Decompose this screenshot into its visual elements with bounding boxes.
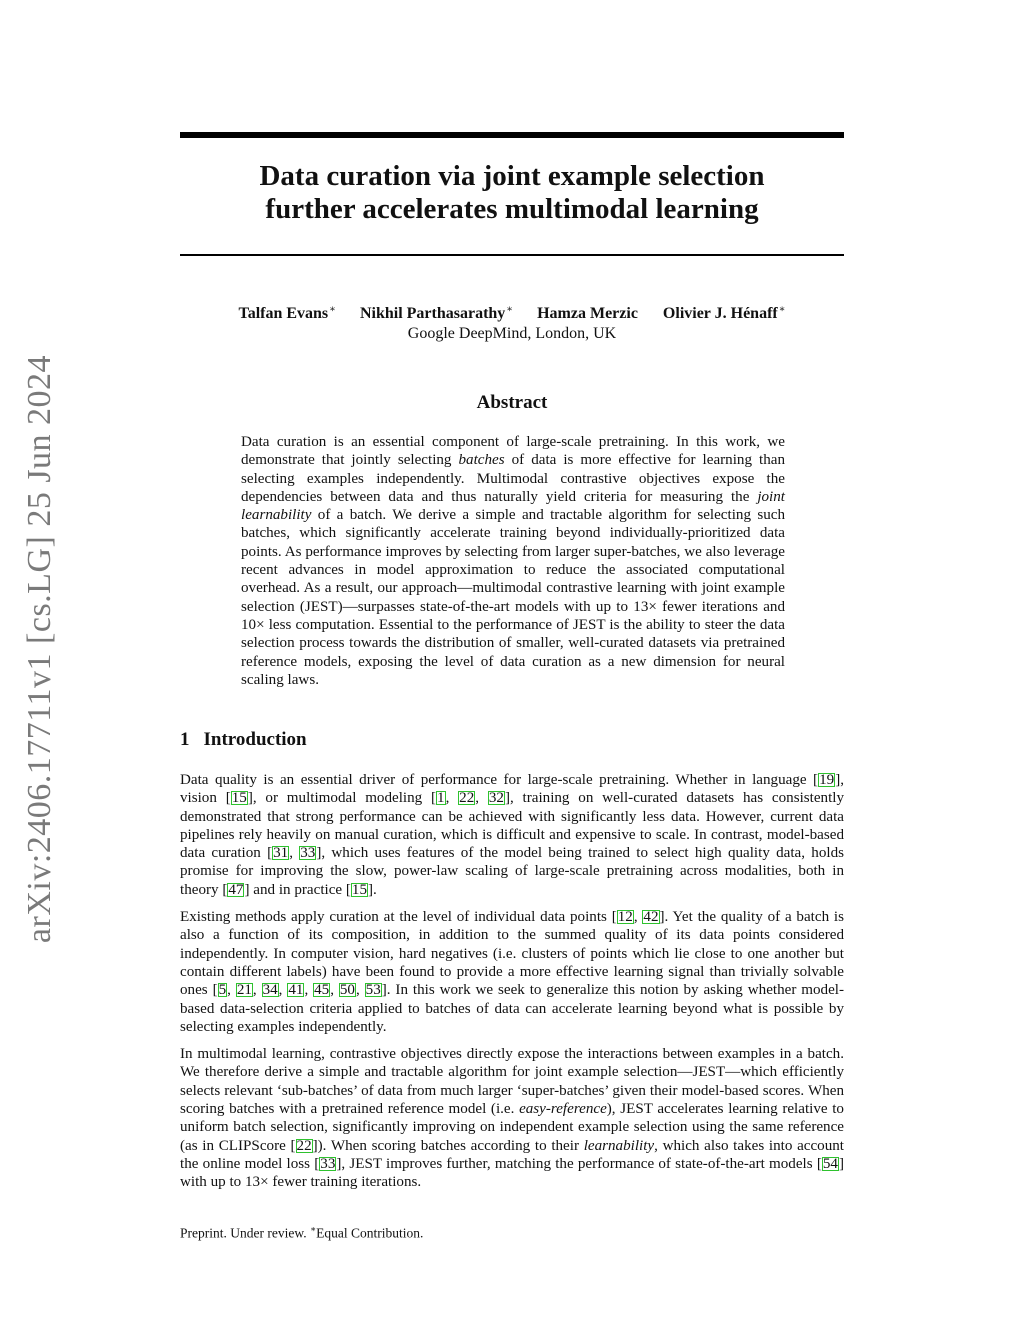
citation-link[interactable]: 15 bbox=[351, 881, 367, 898]
arxiv-identifier-text: arXiv:2406.17711v1 [cs.LG] 25 Jun 2024 bbox=[21, 354, 58, 944]
paragraph-text: ), JEST accelerates learning relative to uniform batch selection, significantly improving on independent example selection using the same reference (as in CLIPScore [ bbox=[180, 1101, 844, 1154]
paragraph-emphasis: learnability bbox=[583, 1137, 655, 1154]
author-name: Hamza Merzic bbox=[537, 305, 638, 323]
paragraph-text: ]. Yet the quality of a batch is also a function of its composition, in addition to the summed quality of its data points considered independently. In computer vision, hard negatives (i.e. clusters of points which lie close to one another but contain different labels) have been found to provide a more effective learning signal than trivially solvable ones [ bbox=[180, 909, 844, 999]
author-4 bbox=[663, 305, 786, 322]
author-list bbox=[180, 300, 844, 324]
citation-link[interactable]: 19 bbox=[819, 772, 835, 788]
paragraph-text: ] and in practice [ bbox=[244, 881, 351, 898]
footnote-mark: ∗ bbox=[309, 1224, 317, 1234]
abstract-text: of a batch. We derive a simple and tractable algorithm for selecting such batches, which significantly accelerate training beyond individually-prioritized data points. As performance improves by selecting from larger super-batches, we also leverage recent advances in model approximation to reduce the associated computational overhead. As a result, our approach—multimodal contrastive learning with joint example selection (JEST)—surpasses state-of-the-art models with up to 13× fewer iterations and 10× less computation. Essential to the performance of JEST is the ability to steer the data selection process towards the distribution of smaller, well-curated datasets via pretrained reference models, exposing the level of data curation as a new dimension for neural scaling laws. bbox=[241, 507, 785, 688]
section-title: Introduction bbox=[203, 729, 307, 750]
paragraph-text: Existing methods apply curation at the level of individual data points [ bbox=[180, 909, 617, 926]
introduction-body bbox=[180, 771, 844, 1201]
citation-link[interactable]: 33 bbox=[300, 845, 316, 862]
citation-link[interactable]: 1 bbox=[437, 790, 445, 807]
paragraph-text: ], training on well-curated datasets has consistently demonstrated that strong performance can be achieved with significantly less data. However, current data pipelines rely heavily on manual curation, which is difficult and expensive to scale. In contrast, model-based data curation [ bbox=[180, 790, 845, 862]
abstract-heading: Abstract bbox=[476, 392, 548, 413]
title-top-rule bbox=[180, 132, 844, 138]
paragraph-text: ], JEST improves further, matching the performance of state-of-the-art models [ bbox=[336, 1155, 822, 1172]
paragraph-text: ], or multimodal modeling [ bbox=[247, 790, 437, 807]
citation-link[interactable]: 33 bbox=[320, 1155, 336, 1172]
abstract-body bbox=[241, 433, 785, 689]
citation-link[interactable]: 53 bbox=[365, 982, 381, 999]
paragraph-text: ] with up to 13× fewer training iterations. bbox=[180, 1155, 844, 1191]
intro-paragraph-2: Existing methods apply curation at the level of individual data points [12, 42]. Yet the quality of a batch is also a function of its composition, in addition to the summed quality of its data points considered independently. In computer vision, hard negatives (i.e. clusters of points which lie close to one another but contain different labels) have been found to provide a more effective learning signal than trivially solvable ones [5, 21, 34, 41, 45, 50, 53]. In this work we seek to generalize this notion by asking whether model-based data-selection criteria applied to batches of data can accelerate learning beyond what is possible by selecting examples independently. bbox=[180, 909, 845, 1035]
citation-link[interactable]: 5 bbox=[218, 982, 227, 999]
title-line-1: Data curation via joint example selection bbox=[259, 160, 765, 192]
citation-link[interactable]: 22 bbox=[459, 790, 475, 807]
citation-link[interactable]: 45 bbox=[314, 982, 330, 999]
abstract-emphasis: batches bbox=[458, 452, 505, 469]
footnote-text: Preprint. Under review. bbox=[180, 1225, 310, 1241]
paragraph-text: In multimodal learning, contrastive objectives directly expose the interactions between examples in a batch. We therefore derive a simple and tractable algorithm for joint example selection—JEST—which efficiently selects relevant ‘sub-batches’ of data from much larger ‘super-batches’ given their model-based scores. When scoring batches with a pretrained reference model (i.e. bbox=[180, 1046, 844, 1118]
section-heading-introduction bbox=[180, 729, 307, 751]
affiliation: Google DeepMind, London, UK bbox=[407, 325, 617, 342]
paragraph-text: , which also takes into account the online model loss [ bbox=[180, 1137, 844, 1172]
paragraph-text: ]. In this work we seek to generalize this notion by asking whether model-based data-selection criteria applied to batches of data can accelerate learning beyond what is possible by selecting examples independently. bbox=[180, 982, 845, 1035]
section-number: 1 bbox=[180, 729, 190, 750]
abstract-text: of data is more effective for learning than selecting examples independently. Multimodal contrastive objectives expose the dependencies between data and thus naturally yield criteria for measuring the bbox=[241, 452, 786, 505]
author-2 bbox=[360, 305, 513, 322]
arxiv-identifier-stamp bbox=[20, 354, 60, 944]
paper-title bbox=[180, 160, 844, 226]
citation-link[interactable]: 42 bbox=[643, 909, 659, 926]
paragraph-text: ], vision [ bbox=[180, 772, 844, 807]
citation-link[interactable]: 32 bbox=[488, 790, 504, 807]
equal-contribution-mark: ∗ bbox=[506, 304, 514, 315]
citation-link[interactable]: 50 bbox=[339, 982, 355, 999]
citation-link[interactable]: 31 bbox=[273, 845, 289, 862]
abstract-text: Data curation is an essential component of large-scale pretraining. In this work, we demonstrate that jointly selecting bbox=[241, 434, 785, 469]
citation-link[interactable]: 54 bbox=[822, 1155, 838, 1172]
equal-contribution-mark: ∗ bbox=[329, 304, 336, 315]
intro-paragraph-1: Data quality is an essential driver of performance for large-scale pretraining. Whether in language [19], vision [15], or multimodal modeling [1, 22, 32], training on well-curated datasets has consistently demonstrated that strong performance can be achieved with significantly less data. However, current data pipelines rely heavily on manual curation, which is difficult and expensive to scale. In contrast, model-based data curation [31, 33], which uses features of the model being trained to select high quality data, holds promise for improving the slow, power-law scaling of large-scale pretraining across modalities, both in theory [47] and in practice [15]. bbox=[180, 772, 845, 898]
title-line-2: further accelerates multimodal learning bbox=[265, 193, 759, 225]
paragraph-text: ]). When scoring batches according to their bbox=[312, 1137, 584, 1154]
citation-link[interactable]: 41 bbox=[288, 982, 304, 999]
abstract-emphasis: joint learnability bbox=[241, 488, 785, 524]
author-name: Nikhil Parthasarathy bbox=[359, 305, 506, 323]
footnote-text: Equal Contribution. bbox=[316, 1225, 424, 1241]
intro-paragraph-3 bbox=[180, 1045, 844, 1191]
citation-link[interactable]: 12 bbox=[617, 909, 633, 926]
citation-link[interactable]: 34 bbox=[262, 982, 278, 999]
paragraph-text: ], which uses features of the model being trained to select high quality data, holds promise for improving the slow, power-law scaling of large-scale pretraining across modalities, both in theory [ bbox=[180, 845, 844, 898]
citation-link[interactable]: 22 bbox=[296, 1137, 312, 1154]
citation-link[interactable]: 47 bbox=[228, 881, 244, 898]
author-3 bbox=[537, 305, 639, 322]
equal-contribution-mark: ∗ bbox=[778, 304, 786, 315]
paragraph-text: ]. bbox=[368, 881, 377, 898]
footnote bbox=[180, 1224, 423, 1242]
author-name: Olivier J. Hénaff bbox=[662, 305, 778, 323]
author-name: Talfan Evans bbox=[238, 305, 329, 323]
citation-link[interactable]: 21 bbox=[236, 982, 252, 999]
citation-link[interactable]: 15 bbox=[231, 790, 247, 807]
paragraph-emphasis: easy-reference bbox=[519, 1101, 607, 1118]
title-bottom-rule bbox=[180, 254, 844, 256]
author-1 bbox=[238, 305, 335, 322]
paragraph-text: Data quality is an essential driver of performance for large-scale pretraining. Whether in language [ bbox=[180, 772, 819, 788]
